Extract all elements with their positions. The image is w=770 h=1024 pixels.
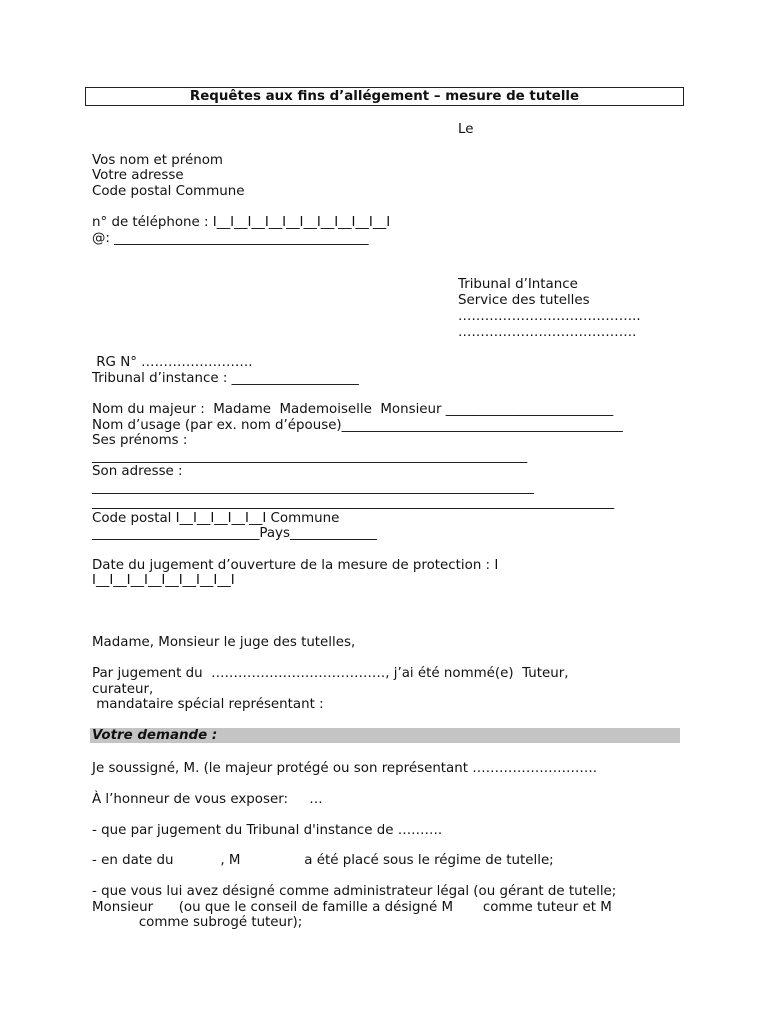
rg-number: RG N° ……………………. <box>92 355 253 370</box>
majeur-adresse-label: Son adresse : <box>92 464 183 479</box>
body-paragraph-1: Je soussigné, M. (le majeur protégé ou son représentant ………………………. <box>92 761 598 776</box>
body-paragraph-5-line-1: - que vous lui avez désigné comme administrateur légal (ou gérant de tutelle; <box>92 884 617 899</box>
recipient-line-2: Service des tutelles <box>458 293 590 308</box>
recipient-line-3: ………………………………….. <box>458 309 641 324</box>
recipient-line-1: Tribunal d’Intance <box>458 277 578 292</box>
majeur-nom-usage: Nom d’usage (par ex. nom d’épouse)__________________________________________ <box>92 418 623 433</box>
body-paragraph-3: - que par jugement du Tribunal d'instance de ………. <box>92 823 443 838</box>
sender-phone: n° de téléphone : I__I__I__I__I__I__I__I__I__I__I <box>92 215 391 230</box>
recipient-line-4: …………………………………. <box>458 325 637 340</box>
majeur-prenoms-label: Ses prénoms : <box>92 433 188 448</box>
par-jugement-line-2: curateur, <box>92 682 154 697</box>
majeur-pays: _________________________Pays_____________ <box>92 526 378 541</box>
section-votre-demande: Votre demande : <box>90 728 680 743</box>
majeur-adresse-line-1: __________________________________________________________________ <box>92 480 534 495</box>
majeur-code-postal: Code postal I__I__I__I__I__I Commune <box>92 511 340 526</box>
date-jugement-line-1: Date du jugement d’ouverture de la mesure de protection : I <box>92 558 499 573</box>
majeur-prenoms-line: _________________________________________________________________ <box>92 449 528 464</box>
majeur-adresse-line-2: ______________________________________________________________________________ <box>92 495 615 510</box>
par-jugement-line-1: Par jugement du …………………………………, j’ai été nommé(e) Tuteur, <box>92 666 573 681</box>
sender-postal: Code postal Commune <box>92 184 245 199</box>
body-paragraph-5-line-3: comme subrogé tuteur); <box>92 915 303 930</box>
par-jugement-line-3: mandataire spécial représentant : <box>92 697 324 712</box>
body-paragraph-2: À l’honneur de vous exposer: … <box>92 792 323 807</box>
date-jugement-line-2: I__I__I__I__I__I__I__I__I <box>92 573 235 588</box>
salutation: Madame, Monsieur le juge des tutelles, <box>92 635 356 650</box>
body-paragraph-5-line-2: Monsieur (ou que le conseil de famille a désigné M comme tuteur et M <box>92 900 612 915</box>
sender-email: @: ______________________________________ <box>92 231 369 246</box>
tribunal-instance: Tribunal d’instance : ___________________ <box>92 371 359 386</box>
sender-address: Votre adresse <box>92 168 184 183</box>
majeur-nom: Nom du majeur : Madame Mademoiselle Monsieur _________________________ <box>92 402 614 417</box>
body-paragraph-4: - en date du , M a été placé sous le régime de tutelle; <box>92 853 554 868</box>
date-label: Le <box>458 122 474 137</box>
document-title: Requêtes aux fins d’allégement – mesure de tutelle <box>85 87 684 106</box>
sender-name: Vos nom et prénom <box>92 153 223 168</box>
